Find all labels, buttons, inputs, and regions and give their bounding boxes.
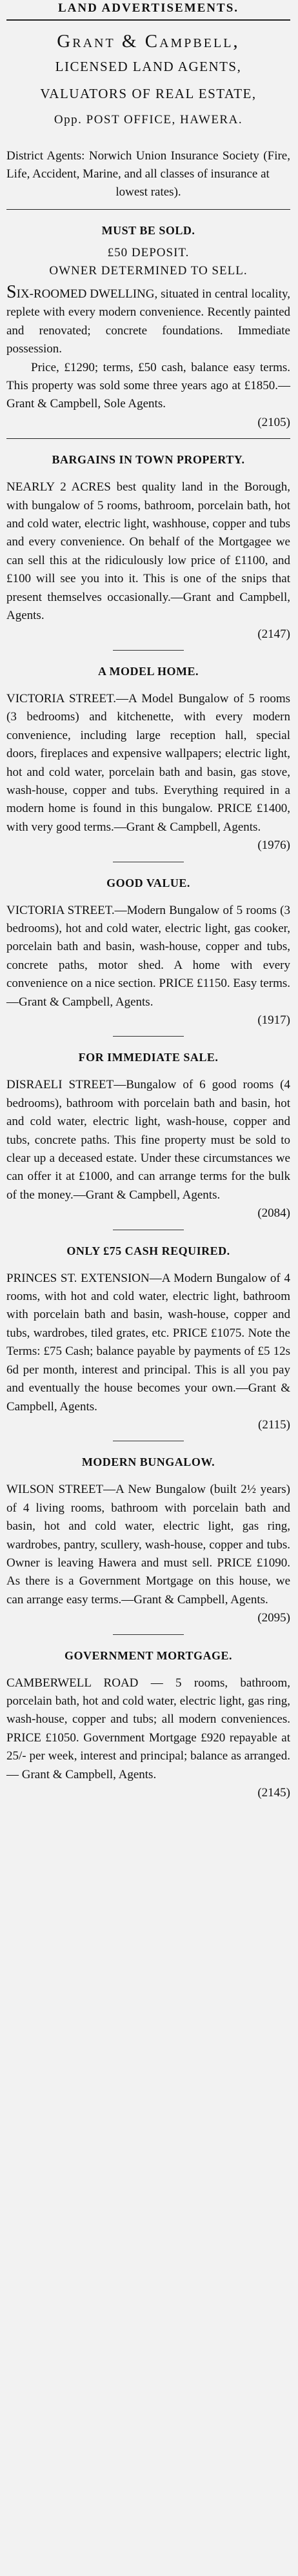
district-agents-last: lowest rates).: [115, 185, 181, 199]
ad-subheading: £50 DEPOSIT.: [107, 246, 190, 259]
ad-text: WILSON STREET—A New Bungalow (built 2½ years) of 4 living rooms, bathroom with porcelain bath and basin, hot and cold water, electric light, gas ring, wardrobes, pantry, scullery, wash-house, copper and tubs. Owner is leaving Hawera and must sell. PRICE £1090. As there is a Government Mortgage on this house, we can arrange easy terms.—Grant & Campbell, Agents.: [6, 1483, 290, 1607]
ad-reference: (2115): [258, 1417, 290, 1432]
district-agents-text: District Agents: Norwich Union Insurance Society (Fire, Life, Accident, Marine, and all classes of insurance at: [6, 149, 290, 181]
ad-text: IX-ROOMED DWELLING, situated in central locality, replete with every modern convenience. Recently painted and renovated; concrete foundations. Immediate possession.: [6, 287, 290, 356]
drop-cap: S: [6, 282, 17, 302]
ad-body: [6, 473, 290, 650]
firm-line-valuators: VALUATORS OF REAL ESTATE,: [40, 86, 257, 101]
ad-body: [6, 1264, 290, 1441]
ad-heading: GOVERNMENT MORTGAGE.: [64, 1648, 233, 1662]
ad-heading: ONLY £75 CASH REQUIRED.: [66, 1244, 230, 1257]
ad-body: [6, 1476, 290, 1634]
ad-text: CAMBERWELL ROAD — 5 rooms, bathroom, porcelain bath, hot and cold water, electric light, gas ring, wash-house, copper and tubs; all modern conveniences. PRICE £1050. Government Mortgage £920 repayable at 25/- per week, interest and principal; balance as arranged. — Grant & Campbell, Agents.: [6, 1676, 290, 1781]
ad-heading: FOR IMMEDIATE SALE.: [78, 1051, 219, 1064]
firm-name: Grant & Campbell,: [57, 31, 240, 52]
ad-reference: (1917): [257, 1013, 290, 1027]
firm-line-address: Opp. POST OFFICE, HAWERA.: [54, 113, 243, 127]
ad-text: PRINCES ST. EXTENSION—A Modern Bungalow of 4 rooms, with hot and cold water, electric light, bathroom with porcelain bath and basin, wash-house, copper and tubs, wardrobes, tiled grates, etc. PRICE £1075. Note the Terms: £75 Cash; balance payable by payments of £5 12s 6d per month, interest and principal. This is all you pay and eventually the house becomes your own.—Grant & Campbell, Agents.: [6, 1271, 290, 1414]
ad-reference: (2147): [257, 627, 290, 641]
ad-reference: (1976): [257, 838, 290, 853]
ad-subheading: OWNER DETERMINED TO SELL.: [49, 264, 248, 278]
ad-body: [6, 897, 290, 1037]
ad-heading: MODERN BUNGALOW.: [81, 1455, 215, 1469]
ad-body: [6, 280, 290, 438]
ad-body: [6, 1669, 290, 1809]
ad-reference: (2145): [257, 1786, 290, 1800]
ad-heading: GOOD VALUE.: [106, 876, 190, 889]
firm-block: [6, 21, 290, 133]
ad-reference: (2105): [257, 415, 290, 429]
ad-text: Price, £1290; terms, £50 cash, balance easy terms. This property was sold some three years ago at £1850.—Grant & Campbell, Sole Agents.: [6, 360, 290, 411]
ad-reference: (2095): [257, 1611, 290, 1625]
ad-text: DISRAELI STREET—Bungalow of 6 good rooms (4 bedrooms), bathroom with porcelain bath and basin, hot and cold water, electric light, wash-house, copper and tubs, concrete paths. This fine property must be sold to clear up a deceased estate. Under these circumstances we can offer it at £1000, and can arrange terms for the bulk of the money.—Grant & Campbell, Agents.: [6, 1078, 290, 1202]
ad-heading: MUST BE SOLD.: [101, 224, 195, 237]
ad-body: [6, 685, 290, 862]
ad-reference: (2084): [257, 1206, 290, 1221]
ad-heading: A MODEL HOME.: [97, 664, 199, 678]
ad-text: NEARLY 2 ACRES best quality land in the Borough, with bungalow of 5 rooms, bathroom, porcelain bath, hot and cold water, electric light, washhouse, copper and tubs and every convenience. On behalf of the Mortgagee we can sell this at the ridiculously low price of £1100, and £100 will see you into it. This is one of the snips that present themselves occasionally.—Grant and Campbell, Agents.: [6, 480, 290, 623]
ad-body: [6, 1071, 290, 1229]
ad-heading: BARGAINS IN TOWN PROPERTY.: [52, 453, 245, 467]
ad-text: VICTORIA STREET.—Modern Bungalow of 5 rooms (3 bedrooms), hot and cold water, electric light, gas cooker, porcelain bath and basin, wash-house, copper and tubs, concrete paths, motor shed. A home with every convenience on a nice section. PRICE £1150. Easy terms.—Grant & Campbell, Agents.: [6, 903, 290, 1009]
ad-text: VICTORIA STREET.—A Model Bungalow of 5 rooms (3 bedrooms) and kitchenette, with every modern convenience, including large reception hall, special doors, fireplaces and expensive wallpapers; electric light, hot and cold water, porcelain bath and basin, gas stove, wash-house, copper and tubs. Everything required in a modern home is found in this bungalow. PRICE £1400, with very good terms.—Grant & Campbell, Agents.: [6, 691, 290, 834]
district-agents: [6, 133, 290, 209]
firm-line-licensed: LICENSED LAND AGENTS,: [55, 59, 242, 74]
masthead-title: LAND ADVERTISEMENTS.: [57, 1, 239, 15]
